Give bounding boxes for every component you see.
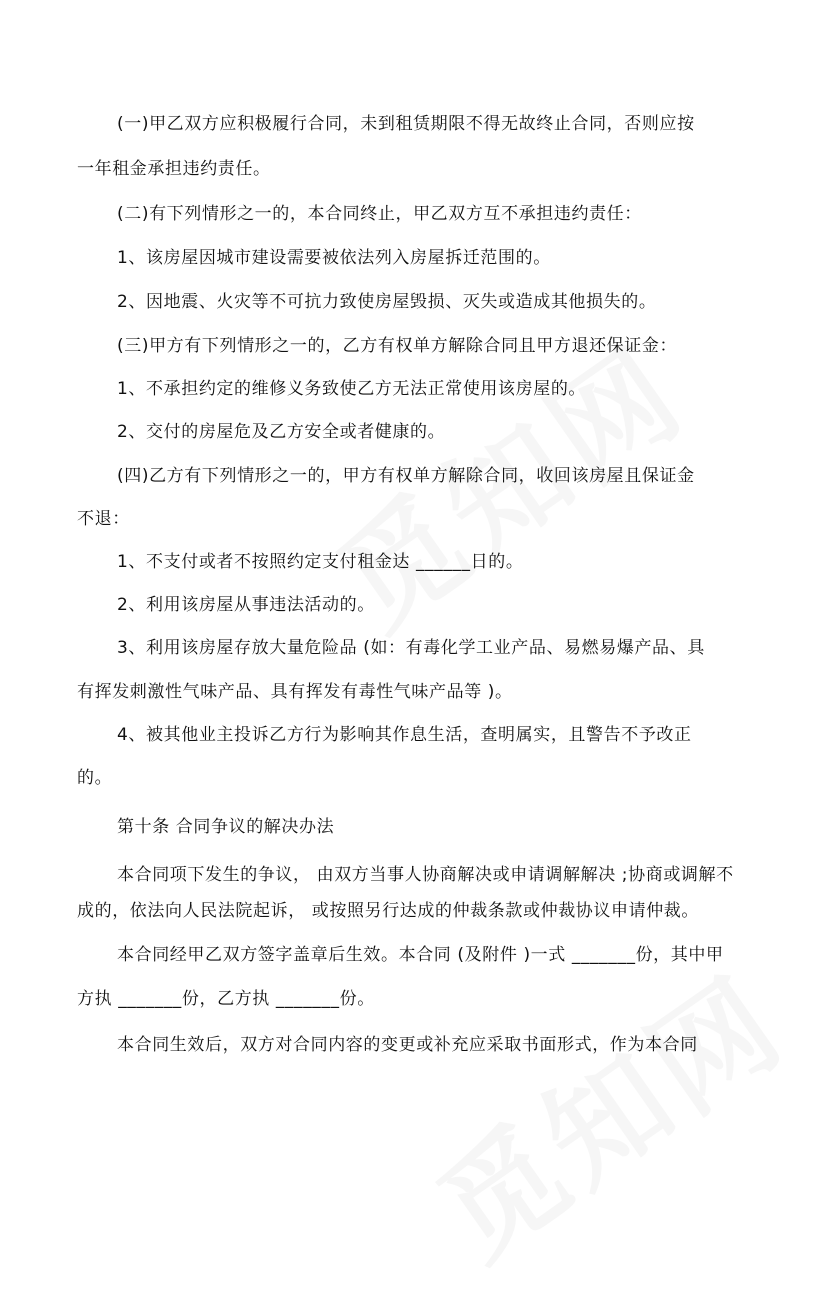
text-line: 本合同生效后，双方对合同内容的变更或补充应采取书面形式，作为本合同	[117, 1035, 698, 1055]
text-line: (四)乙方有下列情形之一的，甲方有权单方解除合同，收回该房屋且保证金	[117, 466, 695, 486]
text-line: 不退：	[77, 509, 130, 529]
text-line: (二)有下列情形之一的，本合同终止，甲乙双方互不承担违约责任：	[117, 204, 642, 224]
text-line: 成的，依法向人民法院起诉， 或按照另行达成的仲裁条款或仲裁协议申请仲裁。	[77, 901, 700, 921]
text-line: 本合同经甲乙双方签字盖章后生效。本合同 (及附件 )一式 _______份，其中甲	[117, 945, 724, 965]
text-line: 1、不承担约定的维修义务致使乙方无法正常使用该房屋的。	[117, 379, 587, 399]
text-line: 2、因地震、火灾等不可抗力致使房屋毁损、灭失或造成其他损失的。	[117, 292, 657, 312]
text-line: 4、被其他业主投诉乙方行为影响其作息生活，查明属实，且警告不予改正	[117, 725, 692, 745]
text-line: 本合同项下发生的争议， 由双方当事人协商解决或申请调解解决 ;协商或调解不	[117, 865, 734, 885]
text-line: (三)甲方有下列情形之一的，乙方有权单方解除合同且甲方退还保证金：	[117, 336, 678, 356]
text-line: 2、交付的房屋危及乙方安全或者健康的。	[117, 422, 446, 442]
text-line: 方执 _______份，乙方执 _______份。	[77, 989, 375, 1009]
text-line: 3、利用该房屋存放大量危险品 (如：有毒化学工业产品、易燃易爆产品、具	[117, 638, 705, 658]
text-line: (一)甲乙双方应积极履行合同，未到租赁期限不得无故终止合同，否则应按	[117, 114, 695, 134]
text-line: 一年租金承担违约责任。	[77, 159, 271, 179]
text-line: 1、该房屋因城市建设需要被依法列入房屋拆迁范围的。	[117, 248, 551, 268]
text-line: 1、不支付或者不按照约定支付租金达 ______日的。	[117, 552, 524, 572]
text-line: 2、利用该房屋从事违法活动的。	[117, 595, 375, 615]
text-line: 有挥发刺激性气味产品、具有挥发有毒性气味产品等 )。	[77, 682, 513, 702]
watermark	[400, 930, 813, 1291]
text-line: 的。	[77, 768, 113, 788]
section-heading: 第十条 合同争议的解决办法	[117, 817, 335, 837]
